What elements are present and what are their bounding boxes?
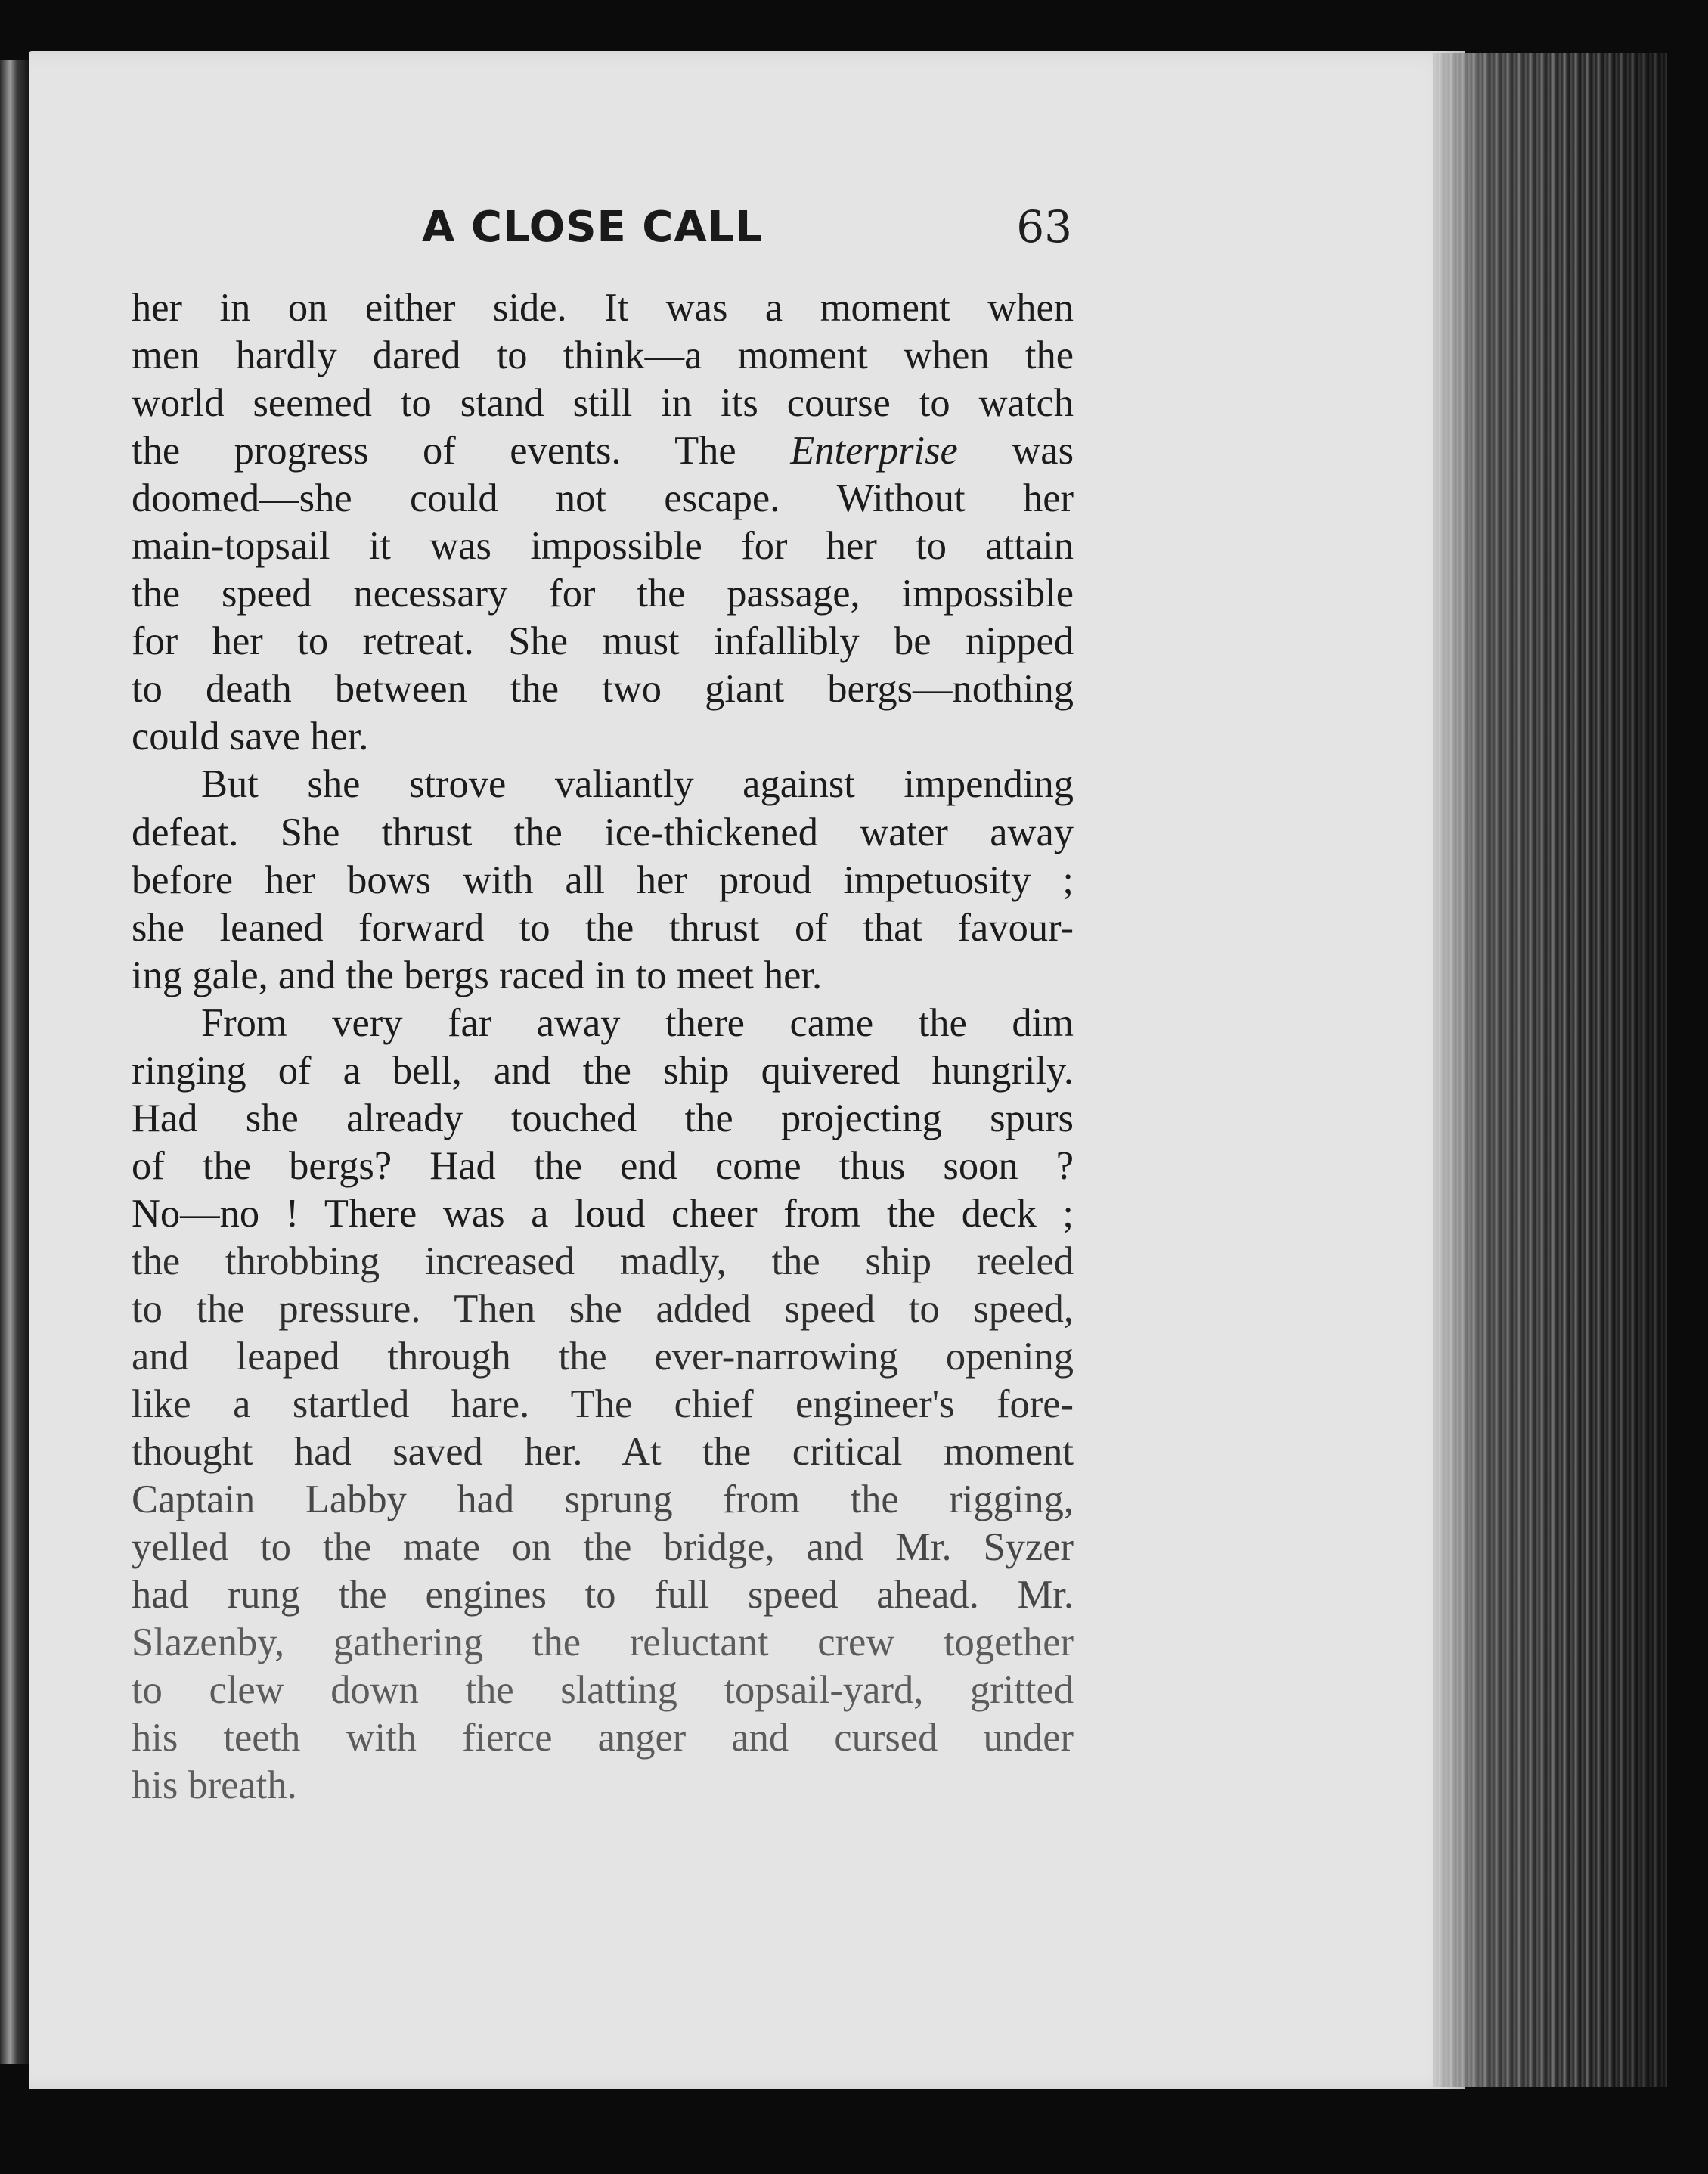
text-line: of the bergs? Had the end come thus soon ? — [132, 1143, 1074, 1188]
paragraph-end-line: his breath. — [132, 1763, 297, 1808]
paragraph-start-line: From very far away there came the dim — [201, 1000, 1074, 1045]
text-line: his teeth with fierce anger and cursed under — [132, 1716, 1074, 1760]
page-header — [135, 198, 1072, 259]
text-line-end: was — [957, 429, 1074, 473]
text-line — [132, 427, 1074, 475]
text-line: thought had saved her. At the critical moment — [132, 1430, 1074, 1475]
text-line: like a startled hare. The chief engineer's fore- — [132, 1382, 1074, 1427]
paragraph-end-line: ing gale, and the bergs raced in to meet her. — [132, 953, 823, 997]
text-line: No—no ! There was a loud cheer from the deck ; — [132, 1191, 1074, 1236]
text-line: to clew down the slatting topsail-yard, gritted — [132, 1668, 1074, 1713]
text-line: her in on either side. It was a moment when — [132, 286, 1074, 330]
text-line-start: the progress of events. The — [132, 429, 791, 473]
text-line: she leaned forward to the thrust of that favour- — [132, 905, 1074, 950]
text-line: Slazenby, gathering the reluctant crew together — [132, 1620, 1074, 1665]
left-page-edge — [0, 60, 29, 2064]
text-line: world seemed to stand still in its course to watch — [132, 381, 1074, 426]
text-line: the throbbing increased madly, the ship reeled — [132, 1239, 1074, 1283]
text-line: had rung the engines to full speed ahead. Mr. — [132, 1573, 1074, 1617]
page-number: 63 — [1016, 201, 1072, 253]
text-line: main-topsail it was impossible for her to attain — [132, 524, 1074, 569]
text-line: yelled to the mate on the bridge, and Mr. Syzer — [132, 1525, 1074, 1570]
text-line: defeat. She thrust the ice-thickened water away — [132, 810, 1074, 854]
text-line: to the pressure. Then she added speed to speed, — [132, 1286, 1074, 1331]
text-line: ringing of a bell, and the ship quivered hungrily. — [132, 1048, 1074, 1093]
text-line: and leaped through the ever-narrowing opening — [132, 1335, 1074, 1379]
paragraph-start-line: But she strove valiantly against impending — [201, 762, 1074, 807]
text-line: men hardly dared to think—a moment when the — [132, 333, 1074, 378]
text-line: to death between the two giant bergs—nothing — [132, 667, 1074, 712]
text-line: Captain Labby had sprung from the rigging, — [132, 1478, 1074, 1522]
text-line: Had she already touched the projecting spurs — [132, 1096, 1074, 1140]
paragraph-end-line: could save her. — [132, 715, 369, 759]
body-text — [132, 284, 1074, 1810]
running-title: A CLOSE CALL — [422, 203, 764, 252]
text-line: before her bows with all her proud impetuosity ; — [132, 858, 1074, 902]
text-line: for her to retreat. She must infallibly be nipped — [132, 619, 1074, 664]
ship-name-italic: Enterprise — [790, 429, 958, 473]
text-line: the speed necessary for the passage, impossible — [132, 572, 1074, 616]
text-line: doomed—she could not escape. Without her — [132, 476, 1074, 521]
page-fore-edge — [1433, 53, 1667, 2087]
